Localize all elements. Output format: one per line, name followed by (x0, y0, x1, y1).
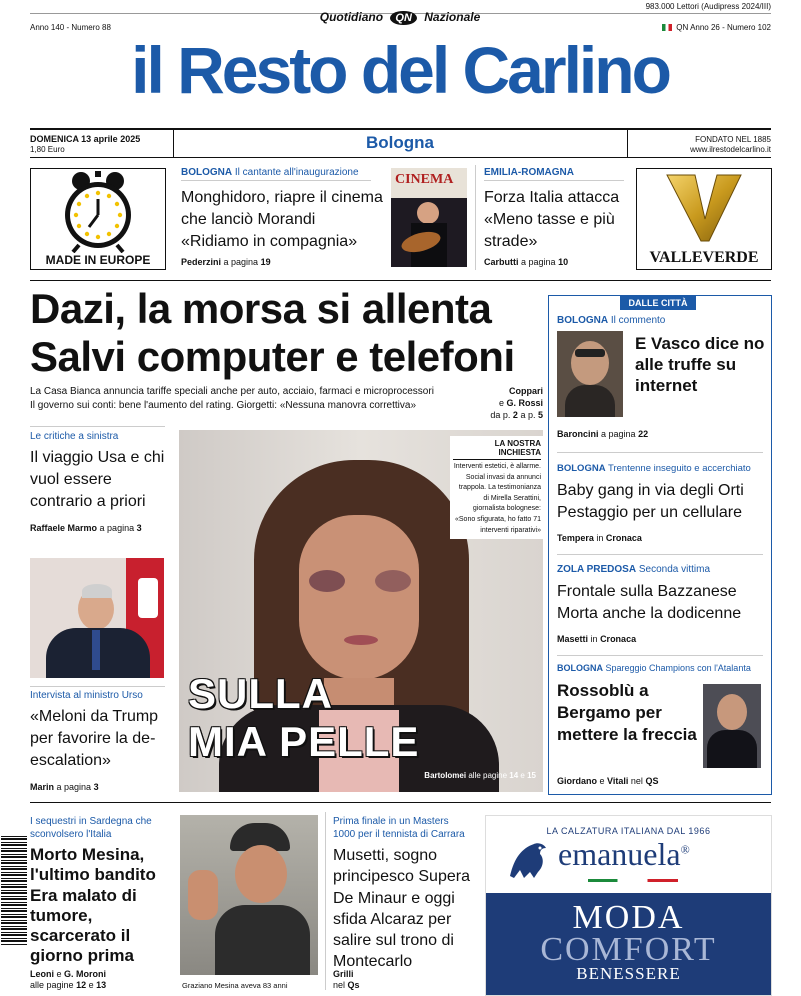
musetti-headline[interactable]: Musetti, sogno principesco Supera De Minaur e oggi sfida Alcaraz per salire sul trono di Montecarlo (333, 847, 470, 971)
newspaper-title: il Resto del Carlino (131, 33, 669, 107)
morandi-story[interactable] (181, 167, 391, 267)
edition-name: Bologna (366, 133, 434, 152)
usa-headline[interactable]: Il viaggio Usa e chi vuol essere contrario a priori (30, 449, 165, 510)
inquiry-box (450, 436, 544, 539)
emanuela-ad[interactable] (485, 815, 772, 996)
benessere-label: BENESSERE (576, 964, 681, 983)
valleverde-label: VALLEVERDE (649, 249, 759, 266)
forza-byline: Carbutti a pagina 10 (484, 257, 569, 267)
zola-kicker: ZOLA PREDOSA Seconda vittima (557, 564, 711, 575)
vasco-byline: Baroncini a pagina 22 (557, 429, 649, 439)
barcode (1, 835, 27, 945)
tricolor-bar (588, 879, 678, 882)
qn-quotidiano: Quotidiano (319, 10, 384, 24)
mesina-kicker: I sequestri in Sardegna che sconvolsero l'Italia (30, 816, 152, 840)
mesina-photo (180, 815, 318, 975)
urso-byline: Marin a pagina 3 (30, 782, 99, 792)
dalle-citta-label: DALLE CITTÀ (620, 296, 696, 310)
made-in-europe-ad[interactable] (30, 168, 166, 270)
valleverde-ad[interactable] (636, 168, 772, 270)
readership: 983.000 Lettori (Audipress 2024/III) (645, 2, 771, 11)
masthead-divider-right (627, 130, 628, 157)
babygang-kicker: BOLOGNA Trentenne inseguito e accerchiato (557, 463, 751, 474)
babygang-byline: Tempera in Cronaca (557, 533, 642, 543)
moda-label: MODA (572, 899, 685, 936)
coach-face (717, 694, 747, 730)
vasco-face (571, 341, 609, 385)
lead-headline-line1: Dazi, la morsa si allenta (30, 285, 492, 332)
mesina-caption: Graziano Mesina aveva 83 anni (182, 981, 288, 990)
bfc-byline: Giordano e Vitali nel QS (557, 776, 659, 786)
cinema-sign: CINEMA (395, 172, 454, 187)
qn-nazionale: Nazionale (424, 10, 481, 24)
founded-year: FONDATO NEL 1885 (695, 135, 771, 144)
raised-hand-icon (188, 870, 218, 920)
urso-kicker: Intervista al ministro Urso (30, 690, 143, 701)
lead-headline-line2: Salvi computer e telefoni (30, 333, 515, 380)
valleverde-logo-icon (637, 169, 771, 245)
alarm-clock-icon (31, 169, 165, 253)
lead-byline: Coppari e G. Rossi da p. 2 a p. 5 (490, 386, 543, 420)
issue-number-right: QN Anno 26 - Numero 102 (662, 23, 771, 32)
vasco-photo (557, 331, 623, 417)
qn-logo: QN (390, 11, 417, 25)
urso-headline[interactable]: «Meloni da Trump per favorire la de-escalation» (30, 708, 159, 769)
barcode-icon (1, 835, 27, 945)
urso-photo (30, 558, 164, 678)
vasco-kicker: BOLOGNA Il commento (557, 315, 666, 326)
coach-photo (703, 684, 761, 768)
morandi-headline[interactable]: Monghidoro, riapre il cinema che lanciò Morandi «Ridiamo in compagnia» (181, 189, 383, 250)
website-url: www.ilrestodelcarlino.it (690, 145, 771, 154)
lead-headline[interactable] (30, 285, 550, 381)
inquiry-byline: Bartolomei alle pagine 14 e 15 (424, 771, 536, 780)
zola-headline[interactable]: Frontale sulla Bazzanese Morta anche la dodicenne (557, 583, 742, 622)
inquiry-title: LA NOSTRA INCHIESTA (494, 439, 541, 457)
comfort-label: COMFORT (540, 931, 717, 968)
issue-date: DOMENICA 13 aprile 2025 (30, 134, 141, 144)
bfc-headline[interactable]: Rossoblù a Bergamo per mettere la freccia (557, 681, 697, 744)
forza-headline[interactable]: Forza Italia attacca «Meno tasse e più strade» (484, 189, 620, 250)
woman-face (299, 515, 419, 680)
emanuela-tagline: LA CALZATURA ITALIANA DAL 1966 (546, 826, 711, 836)
morandi-byline: Pederzini a pagina 19 (181, 257, 271, 267)
mesina-byline: Leoni e G. Moroni alle pagine 12 e 13 (30, 969, 107, 990)
vasco-headline[interactable]: E Vasco dice no alle truffe su internet (635, 334, 765, 395)
forza-story[interactable] (484, 167, 624, 267)
inquiry-text: Interventi estetici, è allarme. Social invasi da annunci trappola. La testimonianza di Mirella Serattini, giornalista bolognese: «Sono sfigurata, ho fatto 71 interventi riparativi» (453, 463, 541, 534)
horse-logo-icon (504, 838, 552, 882)
morandi-kicker: BOLOGNA Il cantante all'inaugurazione (181, 167, 359, 178)
usa-kicker: Le critiche a sinistra (30, 431, 119, 442)
forza-kicker: EMILIA-ROMAGNA (484, 167, 574, 178)
inquiry-big-title: SULLA MIA PELLE (188, 670, 420, 765)
musetti-kicker: Prima finale in un Masters 1000 per il tennista di Carrara (333, 816, 465, 840)
mesina-face (235, 845, 287, 903)
made-in-europe-label: MADE IN EUROPE (45, 253, 151, 267)
babygang-headline[interactable]: Baby gang in via degli Orti Pestaggio per un cellulare (557, 482, 744, 521)
usa-byline: Raffaele Marmo a pagina 3 (30, 523, 142, 533)
singer-face (417, 202, 439, 224)
zola-byline: Masetti in Cronaca (557, 634, 637, 644)
masthead-rule-bottom (30, 157, 771, 158)
issue-price: 1,80 Euro (30, 145, 65, 154)
mesina-headline[interactable]: Morto Mesina, l'ultimo bandito Era malato di tumore, scarcerato il giorno prima (30, 845, 156, 966)
emanuela-brand: emanuela® (558, 836, 690, 872)
masthead-rule-top (30, 128, 771, 130)
morandi-photo (391, 168, 467, 267)
qn-banner (270, 10, 530, 28)
issue-number-left: Anno 140 - Numero 88 (30, 23, 111, 32)
lead-subheadline: La Casa Bianca annuncia tariffe speciali anche per auto, acciaio, farmaci e microprocessori Il governo sui conti: bene l'aumento del rating. Giorgetti: «Nessuna manovra correttiva» (30, 386, 434, 411)
sunglasses-icon (575, 349, 605, 357)
musetti-byline: Grilli nel Qs (333, 969, 360, 990)
bfc-kicker: BOLOGNA Spareggio Champions con l'Atalanta (557, 663, 751, 673)
